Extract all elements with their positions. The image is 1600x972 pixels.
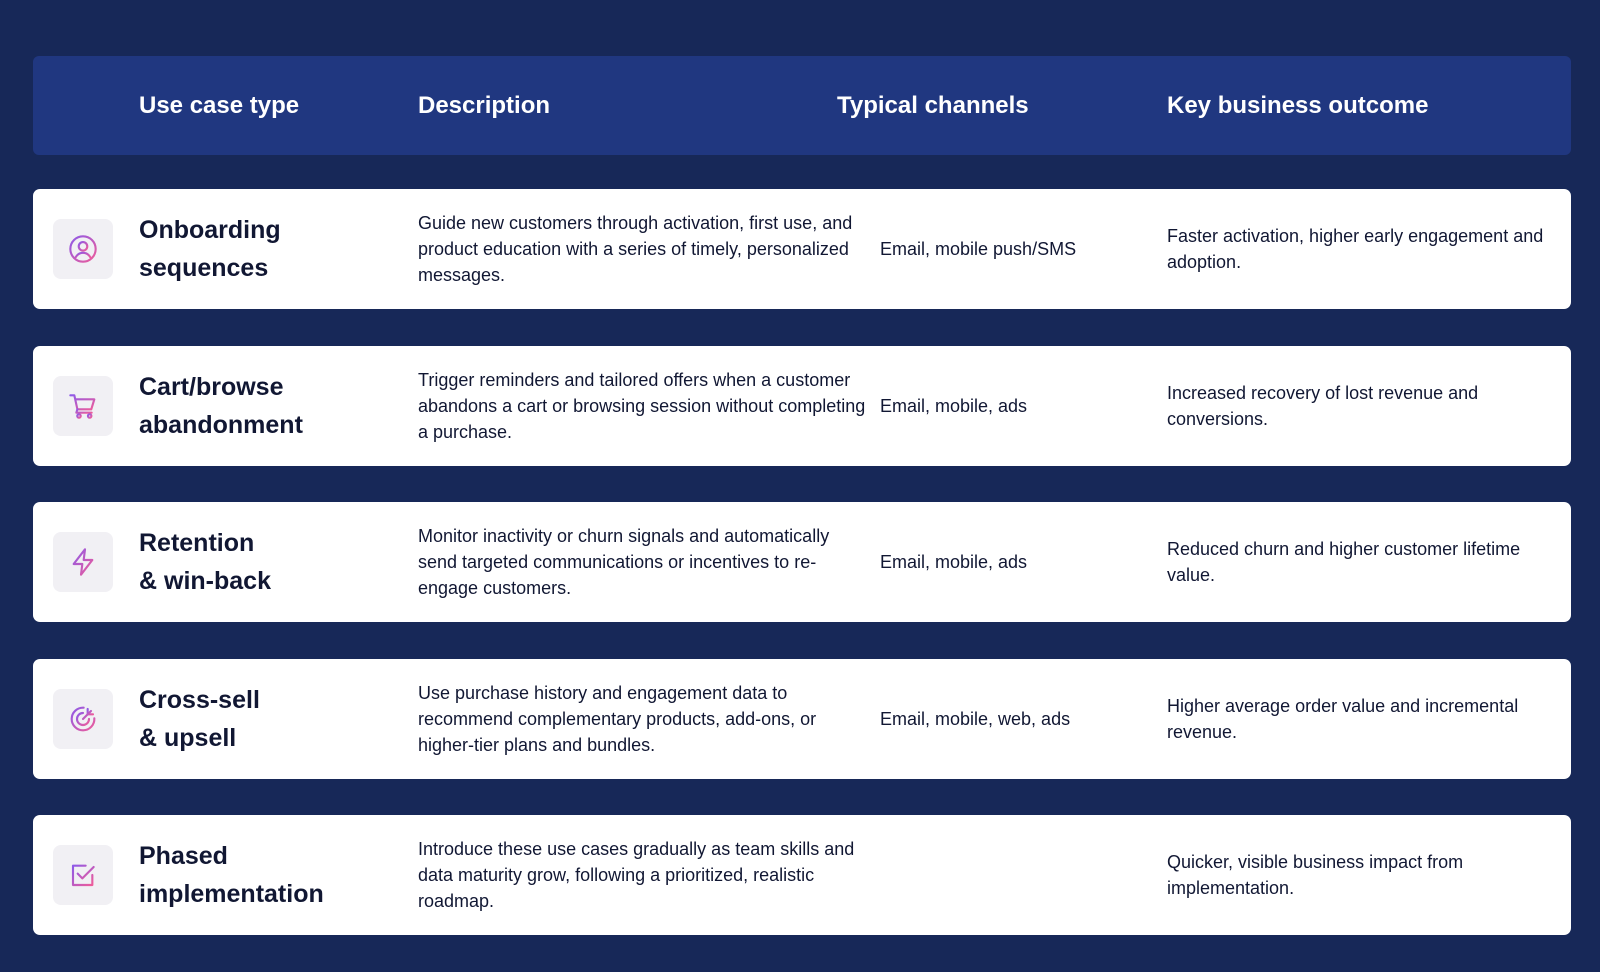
row-title-line1: Retention — [139, 529, 255, 557]
row-title — [139, 189, 409, 309]
header-use-case-type: Use case type — [139, 92, 300, 119]
row-title-line1: Cross-sell — [139, 686, 260, 714]
row-description: Trigger reminders and tailored offers when a customer abandons a cart or browsing session without completing a purchase. — [418, 370, 866, 442]
row-title-line2: abandonment — [139, 411, 303, 439]
user-circle-icon — [53, 219, 113, 279]
row-title-line2: & win-back — [139, 567, 271, 595]
row-description: Monitor inactivity or churn signals and automatically send targeted communications or incentives to re-engage customers. — [418, 526, 830, 598]
row-title — [139, 502, 409, 622]
row-description: Use purchase history and engagement data to recommend complementary products, add-ons, or higher-tier plans and bundles. — [418, 683, 817, 755]
table-row-cart-abandonment — [33, 346, 1571, 466]
header-description: Description — [418, 92, 551, 119]
row-description: Introduce these use cases gradually as team skills and data maturity grow, following a prioritized, realistic roadmap. — [418, 839, 855, 911]
table-row-phased-implementation — [33, 815, 1571, 935]
row-outcome: Quicker, visible business impact from implementation. — [1167, 852, 1464, 898]
row-title-line1: Phased — [139, 842, 228, 870]
table-row-retention — [33, 502, 1571, 622]
table-header — [33, 56, 1571, 155]
header-key-business-outcome: Key business outcome — [1167, 92, 1429, 119]
row-title — [139, 346, 409, 466]
row-channels: Email, mobile, web, ads — [880, 709, 1071, 729]
row-outcome: Reduced churn and higher customer lifetime value. — [1167, 539, 1521, 585]
shopping-cart-icon — [53, 376, 113, 436]
row-title-line2: sequences — [139, 254, 269, 282]
row-title — [139, 815, 409, 935]
header-typical-channels: Typical channels — [837, 92, 1029, 119]
target-arrow-icon — [53, 689, 113, 749]
checkbox-icon — [53, 845, 113, 905]
lightning-bolt-icon — [53, 532, 113, 592]
row-channels: Email, mobile, ads — [880, 552, 1028, 572]
row-channels — [880, 815, 1150, 935]
row-title-line1: Cart/browse — [139, 373, 284, 401]
row-outcome: Higher average order value and incremental revenue. — [1167, 696, 1519, 742]
row-outcome: Increased recovery of lost revenue and conversions. — [1167, 383, 1479, 429]
row-title-line1: Onboarding — [139, 216, 281, 244]
row-title-line2: & upsell — [139, 724, 237, 752]
row-channels: Email, mobile, ads — [880, 396, 1028, 416]
row-channels: Email, mobile push/SMS — [880, 239, 1077, 259]
row-outcome: Faster activation, higher early engagement and adoption. — [1167, 226, 1544, 272]
table-row-onboarding — [33, 189, 1571, 309]
row-description: Guide new customers through activation, first use, and product education with a series of timely, personalized messages. — [418, 213, 853, 285]
row-title-line2: implementation — [139, 880, 324, 908]
row-title — [139, 659, 409, 779]
table-row-cross-sell — [33, 659, 1571, 779]
